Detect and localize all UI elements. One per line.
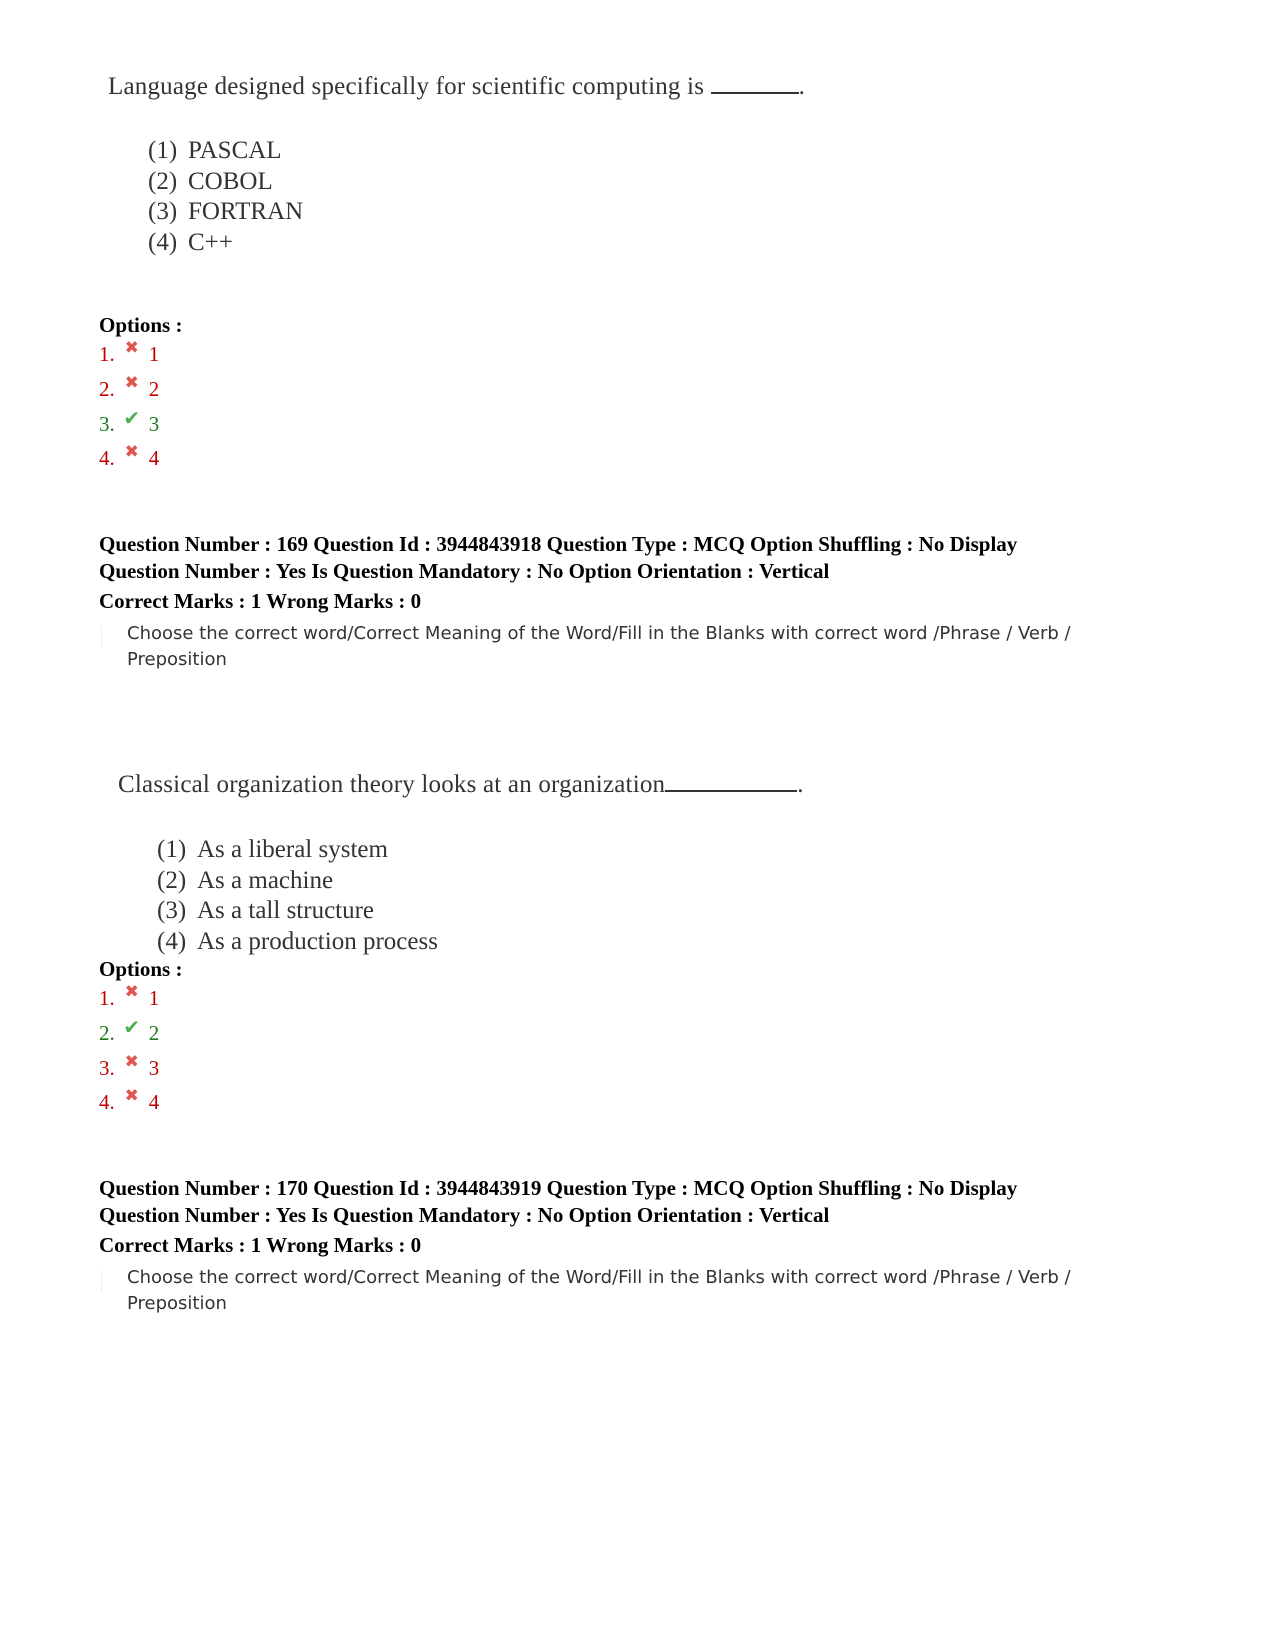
divider (101, 1270, 102, 1292)
cross-icon: ✖ (124, 1051, 139, 1071)
check-icon: ✔ (123, 1016, 141, 1039)
options-heading: Options : (99, 313, 183, 337)
question-stem: Classical organization theory looks at an organization . (118, 771, 804, 798)
question-instruction (127, 621, 1087, 673)
image-option: (2) COBOL (148, 167, 273, 195)
instruction-line: Choose the correct word/Correct Meaning of the Word/Fill in the Blanks with correct word /Phrase / Verb / (127, 1267, 1071, 1288)
option-row: 2. ✔ 2 (99, 1016, 159, 1051)
option-row: 3. ✔ 3 (99, 407, 159, 442)
option-row: 1. ✖ 1 (99, 337, 159, 372)
question-meta-line: Question Number : Yes Is Question Mandatory : No Option Orientation : Vertical (99, 1202, 830, 1227)
option-row: 4. ✖ 4 (99, 441, 159, 476)
instruction-line: Choose the correct word/Correct Meaning of the Word/Fill in the Blanks with correct word /Phrase / Verb / (127, 623, 1071, 644)
image-option: (4) C++ (148, 228, 233, 256)
image-option: (3) As a tall structure (157, 897, 375, 924)
image-option: (1) As a liberal system (157, 836, 388, 863)
divider (101, 626, 102, 648)
question-meta-line: Question Number : 169 Question Id : 3944843918 Question Type : MCQ Option Shuffling : No Display (99, 532, 1018, 556)
cross-icon: ✖ (124, 442, 139, 462)
question-meta (99, 1175, 1017, 1228)
option-row: 1. ✖ 1 (99, 981, 159, 1016)
question-marks: Correct Marks : 1 Wrong Marks : 0 (99, 1233, 422, 1257)
cross-icon: ✖ (124, 982, 139, 1001)
cross-icon: ✖ (124, 1086, 139, 1106)
question-meta-line: Question Number : 170 Question Id : 3944843919 Question Type : MCQ Option Shuffling : No Display (99, 1176, 1018, 1200)
question-marks: Correct Marks : 1 Wrong Marks : 0 (99, 589, 422, 613)
image-option: (4) As a production process (157, 927, 438, 955)
question-stem: Language designed specifically for scientific computing is . (108, 73, 806, 100)
question-image-options (148, 136, 303, 258)
options-list (99, 981, 159, 1120)
option-row: 3. ✖ 3 (99, 1051, 159, 1086)
question-image-options (157, 835, 438, 957)
cross-icon: ✖ (124, 372, 139, 392)
question-meta (99, 531, 1017, 584)
question-instruction (127, 1265, 1087, 1317)
option-row: 4. ✖ 4 (99, 1085, 159, 1120)
question-meta-line: Question Number : Yes Is Question Mandatory : No Option Orientation : Vertical (99, 558, 830, 583)
check-icon: ✔ (123, 407, 141, 430)
image-option: (3) FORTRAN (148, 198, 304, 225)
instruction-line: Preposition (127, 1293, 227, 1314)
instruction-line: Preposition (127, 649, 227, 670)
cross-icon: ✖ (124, 338, 139, 357)
options-list (99, 337, 159, 476)
option-row: 2. ✖ 2 (99, 372, 159, 407)
image-option: (2) As a machine (157, 866, 334, 894)
image-option: (1) PASCAL (148, 137, 282, 164)
options-heading: Options : (99, 957, 183, 981)
